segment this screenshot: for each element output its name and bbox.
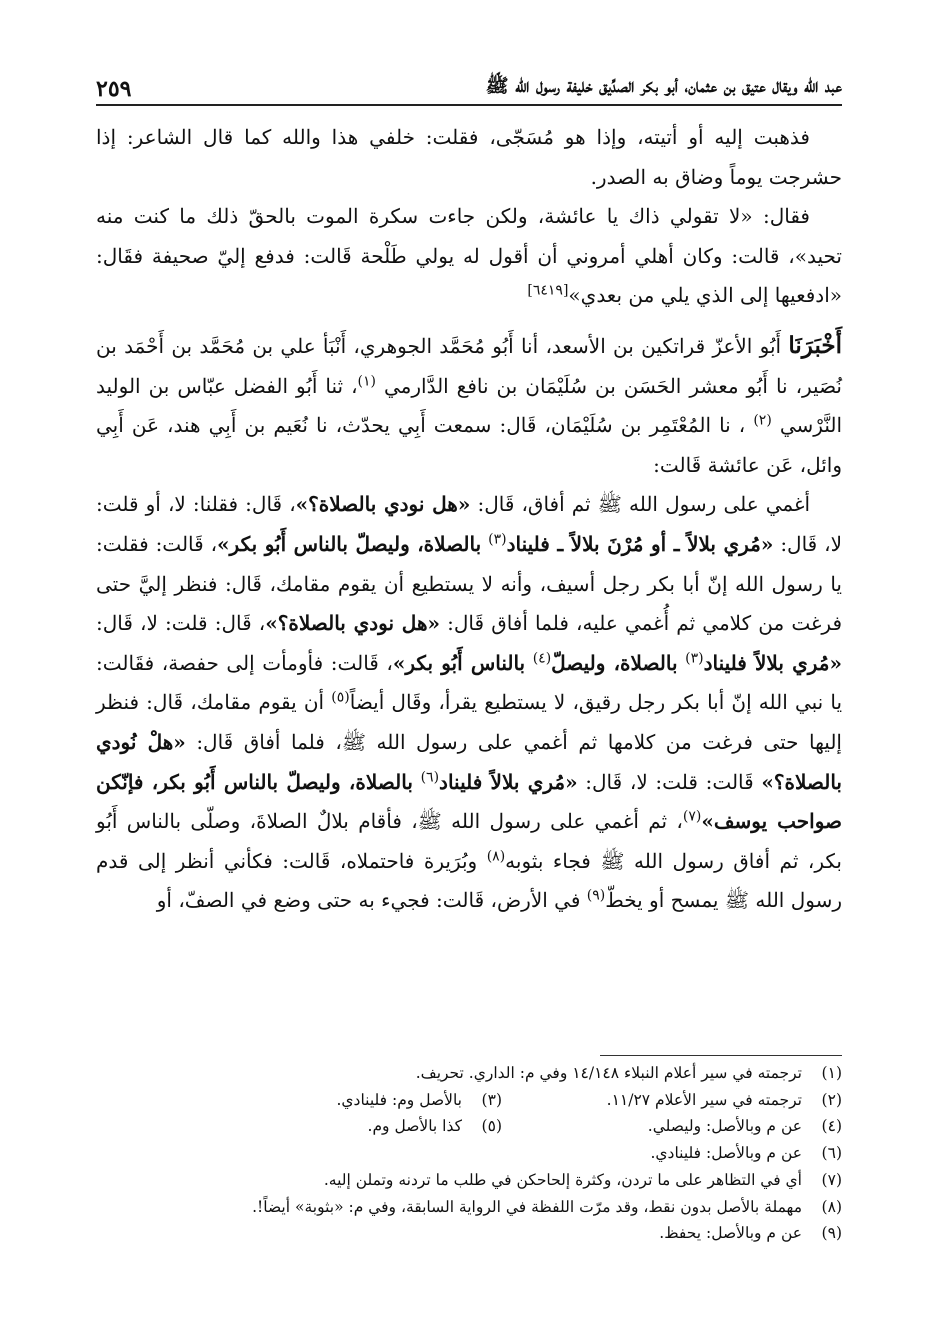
paragraph-4: أغمي على رسول الله ﷺ ثم أفاق، قَال: «هل نودي بالصلاة؟»، قَال: فقلنا: لا، أو قلت: لا، قَال: «مُري بلالاً ـ أو مُرْنَ بلالاً ـ فليناد$^{(٣)}$ بالصلاة، وليصلّ بالناس أَبُو بكر»، قَالت: فقلت: يا رسول الله إنّ أبا بكر رجل أسيف، وأنه لا يستطيع أن يقوم مقامك، قَال: فنظر إليَّ حتى فرغت من كلامي ثم أُغمي عليه، فلما أفاق قَال: «هل نودي بالصلاة؟»، قَال: قلت: لا، قَال: «مُري بلالاً فليناد$^{(٣)}$ بالصلاة، وليصلّ$^{(٤)}$ بالناس أَبُو بكر»، قَالت: فأومأت إلى حفصة، فقَالت: يا نبي الله إنّ أبا بكر رجل رقيق، لا يستطيع يقرأ، وقَال أيضاً$^{(٥)}$ أن يقوم مقامك، قَال: فنظر إليها حتى فرغت من كلامها ثم أغمي على رسول الله ﷺ، فلما أفاق قَال: «هلْ نُودي بالصلاة؟» قَالت: قلت: لا، قَال: «مُري بلالاً فليناد$^{(٦)}$ بالصلاة، وليصلّ بالناس أَبُو بكر، فإنّكن صواحب يوسف»$^{(٧)}$، ثم أغمي على رسول الله ﷺ، فأقام بلالٌ الصلاةَ، وصلّى بالناس أَبُو بكر، ثم أفاق رسول الله ﷺ فجاء بثوبه$^{(٨)}$ وبُرَيرة فاحتملاه، قَالت: فكأني أنظر إلى قدم رسول الله ﷺ يمسح أو يخطّ$^{(٩)}$ في الأرض، قَالت: فجيء به حتى وضع في الصفّ، أو	[96, 492, 843, 913]
footnote-5: (٥) كذا بالأصل وم.	[367, 1117, 502, 1136]
footnote-ref: (٥)	[331, 689, 350, 706]
footnote-ref: (٣)	[488, 531, 507, 548]
footnote-ref: (١)	[357, 372, 376, 389]
isnad-lead: أَخْبَرَنَا	[788, 331, 843, 359]
footnote-7: (٧) أي في التظاهر على ما تردن، وكثرة إلحاحكن في طلب ما تردنه وتملن إليه.	[323, 1170, 842, 1189]
footnote-row-4-5	[96, 1113, 842, 1140]
running-title: عبد الله ويقال عتيق بن عثمان، أبو بكر الصدِّيق خليفة رسول الله ﷺ	[485, 75, 842, 97]
header-rule	[96, 104, 842, 106]
page-header	[96, 62, 842, 102]
footnote-separator	[600, 1055, 842, 1056]
footnote-ref: (٩)	[586, 887, 606, 904]
page-number: ٢٥٩	[96, 76, 132, 102]
paragraph-1: فذهبت إليه أو أتيته، وإذا هو مُسَجّى، فقلت: خلفي هذا والله كما قال الشاعر: إذا حشرجت يوماً وضاق به الصدر.	[96, 125, 842, 189]
footnote-ref: (٨)	[486, 848, 506, 865]
footnote-3: (٣) بالأصل وم: فلينادي.	[336, 1090, 502, 1109]
footnote-ref: (٢)	[753, 412, 772, 429]
footnote-ref: (٣)	[685, 650, 704, 667]
footnote-9: (٩) عن م وبالأصل: يحفظ.	[659, 1224, 842, 1243]
footnotes	[96, 1060, 842, 1247]
footnote-1: (١) ترجمته في سير أعلام النبلاء ١٤/١٤٨ وفي م: الداري. تحريف.	[415, 1064, 842, 1082]
footnote-ref: (٤)	[532, 650, 552, 667]
paragraph-2: فقال: «لا تقولي ذاك يا عائشة، ولكن جاءت سكرة الموت بالحقّ ذلك ما كنت منه تحيد»، قالت: وكان أهلي أمروني أن أقول له يولي طَلْحة قَالت: فدفع إليّ صحيفة فقَال: «ادفعيها إلى الذي يلي من بعدي»[٦٤١٩]	[96, 204, 842, 308]
hadith-number: [٦٤١٩]	[527, 282, 569, 299]
footnote-ref: (٧)	[682, 808, 702, 825]
paragraph-3: أَخْبَرَنَا أَبُو الأعزّ قراتكين بن الأسعد، أنا أَبُو مُحَمَّد الجوهري، أَنْبَأ علي بن مُحَمَّد بن أَحْمَد بن نُصَير، نا أَبُو معشر الحَسَن بن سُلَيْمَان بن نافع الدَّارمي $^{(١)}$، ثنا أَبُو الفضل عبّاس بن الوليد النَّرْسي $^{(٢)}$ ، نا المُعْتَمِر بن سُلَيْمَان، قَال: سمعت أَبِي يحدّث، نا نُعَيم بن أَبِي هند، عَن أَبِي وائل، عَن عائشة قَالت:	[96, 331, 843, 477]
footnote-ref: (٦)	[420, 768, 440, 785]
footnote-8: (٨) مهملة بالأصل بدون نقط، وقد مرّت اللفظة في الرواية السابقة، وفي م: «بثوبة» أيضاً!.	[252, 1197, 842, 1216]
main-text	[96, 118, 842, 921]
footnote-row-2-3	[96, 1087, 842, 1114]
footnote-6: (٦) عن م وبالأصل: فلينادي.	[650, 1144, 842, 1163]
footnote-4: (٤) عن م وبالأصل: وليصلي.	[647, 1117, 842, 1136]
footnote-2: (٢) ترجمته في سير الأعلام ١١/٢٧.	[606, 1090, 842, 1109]
